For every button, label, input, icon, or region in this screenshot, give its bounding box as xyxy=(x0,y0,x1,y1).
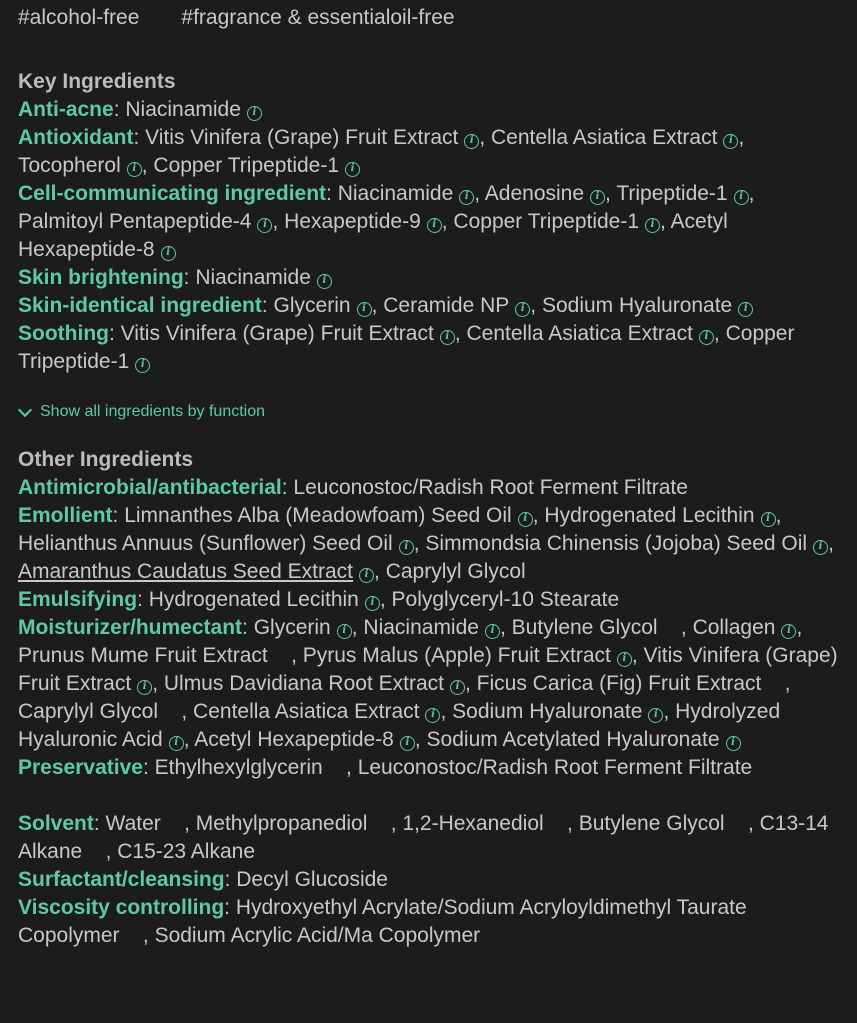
info-icon[interactable]: i xyxy=(135,358,150,373)
ingredient-name[interactable]: Copper Tripeptide-1 xyxy=(453,210,640,233)
info-icon[interactable]: i xyxy=(359,568,374,583)
ingredient-name[interactable]: Collagen xyxy=(692,616,776,639)
info-icon[interactable]: i xyxy=(459,190,474,205)
ingredient-function-row: Solvent: Water , Methylpropanediol , 1,2-Hexanediol , Butylene Glycol , C13-14 Alkane , C15-23 Alkane xyxy=(18,812,829,863)
ingredient-name[interactable]: Niacinamide xyxy=(195,266,311,289)
ingredient-name[interactable]: Hydrogenated Lecithin xyxy=(148,588,359,611)
info-icon[interactable]: i xyxy=(399,540,414,555)
tag-row xyxy=(18,4,839,32)
function-label[interactable]: Anti-acne xyxy=(18,98,114,121)
info-icon[interactable]: i xyxy=(648,708,663,723)
ingredient-name[interactable]: Tocopherol xyxy=(18,154,121,177)
info-icon[interactable]: i xyxy=(425,708,440,723)
ingredient-name[interactable]: Amaranthus Caudatus Seed Extract xyxy=(18,560,354,583)
ingredient-function-row: Skin brightening: Niacinamide i xyxy=(18,264,839,292)
ingredient-name[interactable]: C13-14 Alkane xyxy=(18,812,829,863)
ingredient-name[interactable]: Ceramide NP xyxy=(383,294,510,317)
ingredient-name[interactable]: Vitis Vinifera (Grape) Fruit Extract xyxy=(145,126,459,149)
ingredient-function-row: Antioxidant: Vitis Vinifera (Grape) Fruit Extract i , Centella Asiatica Extract i , Tocopherol i , Copper Tripeptide-1 i xyxy=(18,126,745,177)
ingredient-name[interactable]: Methylpropanediol xyxy=(195,812,368,835)
ingredient-name[interactable]: Ficus Carica (Fig) Fruit Extract xyxy=(476,672,762,695)
ingredient-function-row: Soothing: Vitis Vinifera (Grape) Fruit Extract i , Centella Asiatica Extract i , Copper Tripeptide-1 i xyxy=(18,322,795,373)
ingredient-name[interactable]: Sodium Acrylic Acid/Ma Copolymer xyxy=(154,924,481,947)
ingredient-name[interactable]: Centella Asiatica Extract xyxy=(466,322,693,345)
ingredient-name[interactable]: Acetyl Hexapeptide-8 xyxy=(194,728,394,751)
ingredient-name[interactable]: Hydrogenated Lecithin xyxy=(544,504,755,527)
ingredient-name[interactable]: Vitis Vinifera (Grape) Fruit Extract xyxy=(120,322,434,345)
function-label[interactable]: Antimicrobial/antibacterial xyxy=(18,476,282,499)
info-icon[interactable]: i xyxy=(247,106,262,121)
function-label[interactable]: Antioxidant xyxy=(18,126,134,149)
function-label[interactable]: Soothing xyxy=(18,322,109,345)
ingredient-function-row: Antimicrobial/antibacterial: Leuconostoc/Radish Root Ferment Filtrate xyxy=(18,476,688,499)
ingredient-function-row: Emulsifying: Hydrogenated Lecithin i , Polyglyceryl-10 Stearate xyxy=(18,588,620,611)
ingredient-name[interactable]: Copper Tripeptide-1 xyxy=(153,154,340,177)
info-icon[interactable]: i xyxy=(400,736,415,751)
info-icon[interactable]: i xyxy=(127,162,142,177)
tag-fragrance-free[interactable]: #fragrance & essentialoil-free xyxy=(181,6,455,29)
info-icon[interactable]: i xyxy=(699,330,714,345)
ingredient-name[interactable]: Niacinamide xyxy=(337,182,454,205)
ingredient-name[interactable]: Limnanthes Alba (Meadowfoam) Seed Oil xyxy=(124,504,512,527)
info-icon[interactable]: i xyxy=(617,652,632,667)
chevron-down-icon xyxy=(18,403,32,417)
spacer xyxy=(18,782,839,810)
ingredient-function-row: Skin-identical ingredient: Glycerin i , Ceramide NP i , Sodium Hyaluronate i xyxy=(18,292,839,320)
ingredient-name[interactable]: Copper Tripeptide-1 xyxy=(18,322,795,373)
info-icon[interactable]: i xyxy=(450,680,465,695)
info-icon[interactable]: i xyxy=(137,680,152,695)
ingredient-name[interactable]: Acetyl Hexapeptide-8 xyxy=(18,210,728,261)
ingredient-name[interactable]: Butylene Glycol xyxy=(578,812,725,835)
ingredient-name[interactable]: Leuconostoc/Radish Root Ferment Filtrate xyxy=(293,476,688,499)
ingredient-name[interactable]: Ulmus Davidiana Root Extract xyxy=(163,672,444,695)
function-label[interactable]: Cell-communicating ingredient xyxy=(18,182,327,205)
ingredient-name[interactable]: Leuconostoc/Radish Root Ferment Filtrate xyxy=(357,756,753,779)
info-icon[interactable]: i xyxy=(427,218,442,233)
info-icon[interactable]: i xyxy=(515,302,530,317)
other-ingredients-list xyxy=(18,474,839,950)
function-label[interactable]: Viscosity controlling xyxy=(18,896,225,919)
info-icon[interactable]: i xyxy=(645,218,660,233)
function-label[interactable]: Moisturizer/humectant xyxy=(18,616,243,639)
ingredient-function-row: Moisturizer/humectant: Glycerin i , Niacinamide i , Butylene Glycol , Collagen i , Prunus Mume Fruit Extract , Pyrus Malus (Apple) Fruit Extract i , Vitis Vinifera (Grape) Fruit Extract i , Ulmus Davidiana Root Extract i , Ficus Carica (Fig) Fruit Extract , Caprylyl Glycol , Centella Asiatica Extract i , Sodium Hyaluronate i , Hydrolyzed Hyaluronic Acid i , Acetyl Hexapeptide-8 i , Sodium Acetylated Hyaluronate i xyxy=(18,616,838,751)
ingredient-name[interactable]: Helianthus Annuus (Sunflower) Seed Oil xyxy=(18,532,393,555)
ingredient-name[interactable]: 1,2-Hexanediol xyxy=(402,812,544,835)
info-icon[interactable]: i xyxy=(464,134,479,149)
info-icon[interactable]: i xyxy=(734,190,749,205)
ingredient-name[interactable]: Hexapeptide-9 xyxy=(284,210,421,233)
ingredient-name[interactable]: Water xyxy=(105,812,161,835)
info-icon[interactable]: i xyxy=(169,736,184,751)
ingredient-name[interactable]: Vitis Vinifera (Grape) Fruit Extract xyxy=(18,644,838,695)
ingredient-name[interactable]: Simmondsia Chinensis (Jojoba) Seed Oil xyxy=(425,532,808,555)
ingredient-function-row: Viscosity controlling: Hydroxyethyl Acrylate/Sodium Acryloyldimethyl Taurate Copolymer , Sodium Acrylic Acid/Ma Copolymer xyxy=(18,896,747,947)
info-icon[interactable]: i xyxy=(257,218,272,233)
ingredient-name[interactable]: Ethylhexylglycerin xyxy=(154,756,323,779)
info-icon[interactable]: i xyxy=(345,162,360,177)
function-label[interactable]: Emulsifying xyxy=(18,588,138,611)
ingredient-name[interactable]: Butylene Glycol xyxy=(511,616,658,639)
info-icon[interactable]: i xyxy=(365,596,380,611)
ingredient-function-row: Preservative: Ethylhexylglycerin , Leuconostoc/Radish Root Ferment Filtrate xyxy=(18,756,753,779)
ingredient-name[interactable]: Glycerin xyxy=(273,294,351,317)
ingredient-name[interactable]: Polyglyceryl-10 Stearate xyxy=(391,588,620,611)
ingredient-name[interactable]: Centella Asiatica Extract xyxy=(193,700,420,723)
function-label[interactable]: Preservative xyxy=(18,756,143,779)
ingredient-function-row: Emollient: Limnanthes Alba (Meadowfoam) Seed Oil i , Hydrogenated Lecithin i , Helianthus Annuus (Sunflower) Seed Oil i , Simmondsia Chinensis (Jojoba) Seed Oil i , Amaranthus Caudatus Seed Extract i , Caprylyl Glycol xyxy=(18,504,834,583)
info-icon[interactable]: i xyxy=(738,302,753,317)
other-ingredients-title: Other Ingredients xyxy=(18,448,194,471)
function-label[interactable]: Surfactant/cleansing xyxy=(18,868,225,891)
info-icon[interactable]: i xyxy=(590,190,605,205)
info-icon[interactable]: i xyxy=(726,736,741,751)
info-icon[interactable]: i xyxy=(781,624,796,639)
ingredient-name[interactable]: Niacinamide xyxy=(363,616,479,639)
function-label[interactable]: Skin-identical ingredient xyxy=(18,294,262,317)
ingredient-name[interactable]: Hydroxyethyl Acrylate/Sodium Acryloyldimethyl Taurate Copolymer xyxy=(18,896,747,947)
ingredient-name[interactable]: Hydrolyzed Hyaluronic Acid xyxy=(18,700,781,751)
function-label[interactable]: Skin brightening xyxy=(18,266,184,289)
ingredient-name[interactable]: Caprylyl Glycol xyxy=(18,700,159,723)
ingredient-function-row: Surfactant/cleansing: Decyl Glucoside xyxy=(18,868,388,891)
ingredient-name[interactable]: Sodium Hyaluronate xyxy=(452,700,643,723)
info-icon[interactable]: i xyxy=(357,302,372,317)
key-ingredients-title: Key Ingredients xyxy=(18,70,176,93)
info-icon[interactable]: i xyxy=(440,330,455,345)
info-icon[interactable]: i xyxy=(518,512,533,527)
tag-alcohol-free[interactable]: #alcohol-free xyxy=(18,6,140,29)
show-all-label: Show all ingredients by function xyxy=(40,403,266,420)
ingredient-function-row: Anti-acne: Niacinamide i xyxy=(18,96,839,124)
ingredient-name[interactable]: Pyrus Malus (Apple) Fruit Extract xyxy=(302,644,611,667)
ingredient-name[interactable]: Adenosine xyxy=(484,182,585,205)
ingredient-name[interactable]: Centella Asiatica Extract xyxy=(491,126,718,149)
info-icon[interactable]: i xyxy=(485,624,500,639)
ingredient-name[interactable]: Niacinamide xyxy=(125,98,241,121)
ingredient-name[interactable]: Sodium Hyaluronate xyxy=(541,294,733,317)
info-icon[interactable]: i xyxy=(761,512,776,527)
ingredient-name[interactable]: Caprylyl Glycol xyxy=(385,560,526,583)
ingredient-function-row: Cell-communicating ingredient: Niacinamide i , Adenosine i , Tripeptide-1 i , Palmitoyl Pentapeptide-4 i , Hexapeptide-9 i , Copper Tripeptide-1 i , Acetyl Hexapeptide-8 i xyxy=(18,182,755,261)
info-icon[interactable]: i xyxy=(337,624,352,639)
info-icon[interactable]: i xyxy=(161,246,176,261)
ingredient-name[interactable]: Palmitoyl Pentapeptide-4 xyxy=(18,210,252,233)
function-label[interactable]: Solvent xyxy=(18,812,94,835)
info-icon[interactable]: i xyxy=(723,134,738,149)
ingredient-name[interactable]: Decyl Glucoside xyxy=(236,868,388,891)
ingredient-name[interactable]: Glycerin xyxy=(253,616,331,639)
ingredient-name[interactable]: Tripeptide-1 xyxy=(616,182,728,205)
key-ingredients-list xyxy=(18,96,839,376)
info-icon[interactable]: i xyxy=(813,540,828,555)
ingredient-name[interactable]: C15-23 Alkane xyxy=(117,840,255,863)
function-label[interactable]: Emollient xyxy=(18,504,113,527)
ingredient-name[interactable]: Sodium Acetylated Hyaluronate xyxy=(426,728,720,751)
ingredient-name[interactable]: Prunus Mume Fruit Extract xyxy=(18,644,268,667)
show-all-ingredients-button[interactable] xyxy=(18,398,839,426)
info-icon[interactable]: i xyxy=(317,274,332,289)
